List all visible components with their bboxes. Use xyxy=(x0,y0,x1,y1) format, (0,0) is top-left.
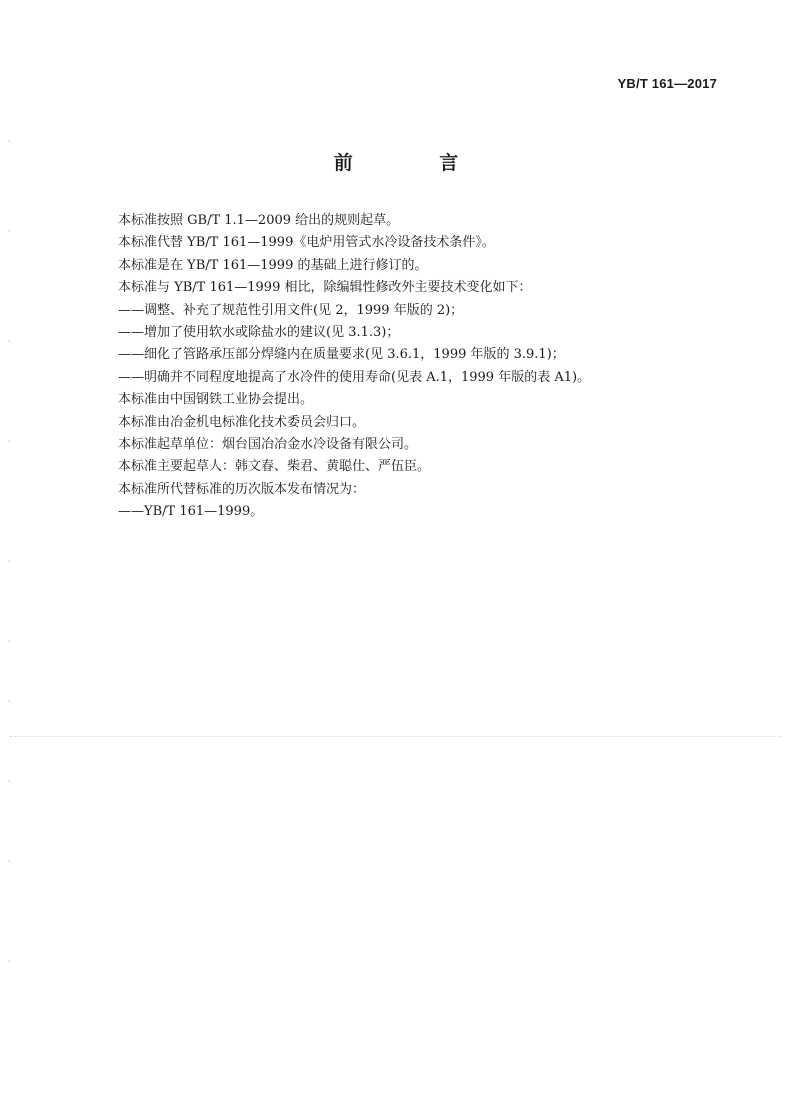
page-title: 前 言 xyxy=(333,152,499,174)
paragraph: 本标准与 YB/T 161—1999 相比，除编辑性修改外主要技术变化如下： xyxy=(118,280,532,296)
paragraph: 本标准所代替标准的历次版本发布情况为： xyxy=(118,481,366,497)
foreword-body xyxy=(118,210,738,524)
paragraph: 本标准按照 GB/T 1.1—2009 给出的规则起草。 xyxy=(118,213,400,228)
paragraph: 本标准代替 YB/T 161—1999《电炉用管式水冷设备技术条件》。 xyxy=(118,235,495,251)
paragraph: 本标准是在 YB/T 161—1999 的基础上进行修订的。 xyxy=(118,257,428,273)
paragraph: 本标准由中国钢铁工业协会提出。 xyxy=(118,392,314,408)
page-divider xyxy=(10,736,782,737)
change-item: ——细化了管路承压部分焊缝内在质量要求(见 3.6.1，1999 年版的 3.9.1)； xyxy=(118,347,565,363)
change-item: ——增加了使用软水或除盐水的建议(见 3.1.3)； xyxy=(118,325,400,341)
previous-edition-item: ——YB/T 161—1999。 xyxy=(118,504,264,520)
paragraph: 本标准由冶金机电标准化技术委员会归口。 xyxy=(118,414,366,430)
change-item: ——明确并不同程度地提高了水冷件的使用寿命(见表 A.1，1999 年版的表 A1)。 xyxy=(118,369,591,385)
change-item: ——调整、补充了规范性引用文件(见 2，1999 年版的 2)； xyxy=(118,302,464,318)
paragraph: 本标准主要起草人：韩文春、柴君、黄聪仕、严伍臣。 xyxy=(118,459,431,475)
scan-margin-dots xyxy=(8,140,12,1040)
standard-code: YB/T 161—2017 xyxy=(617,76,717,91)
paragraph: 本标准起草单位：烟台国冶冶金水冷设备有限公司。 xyxy=(118,437,418,453)
